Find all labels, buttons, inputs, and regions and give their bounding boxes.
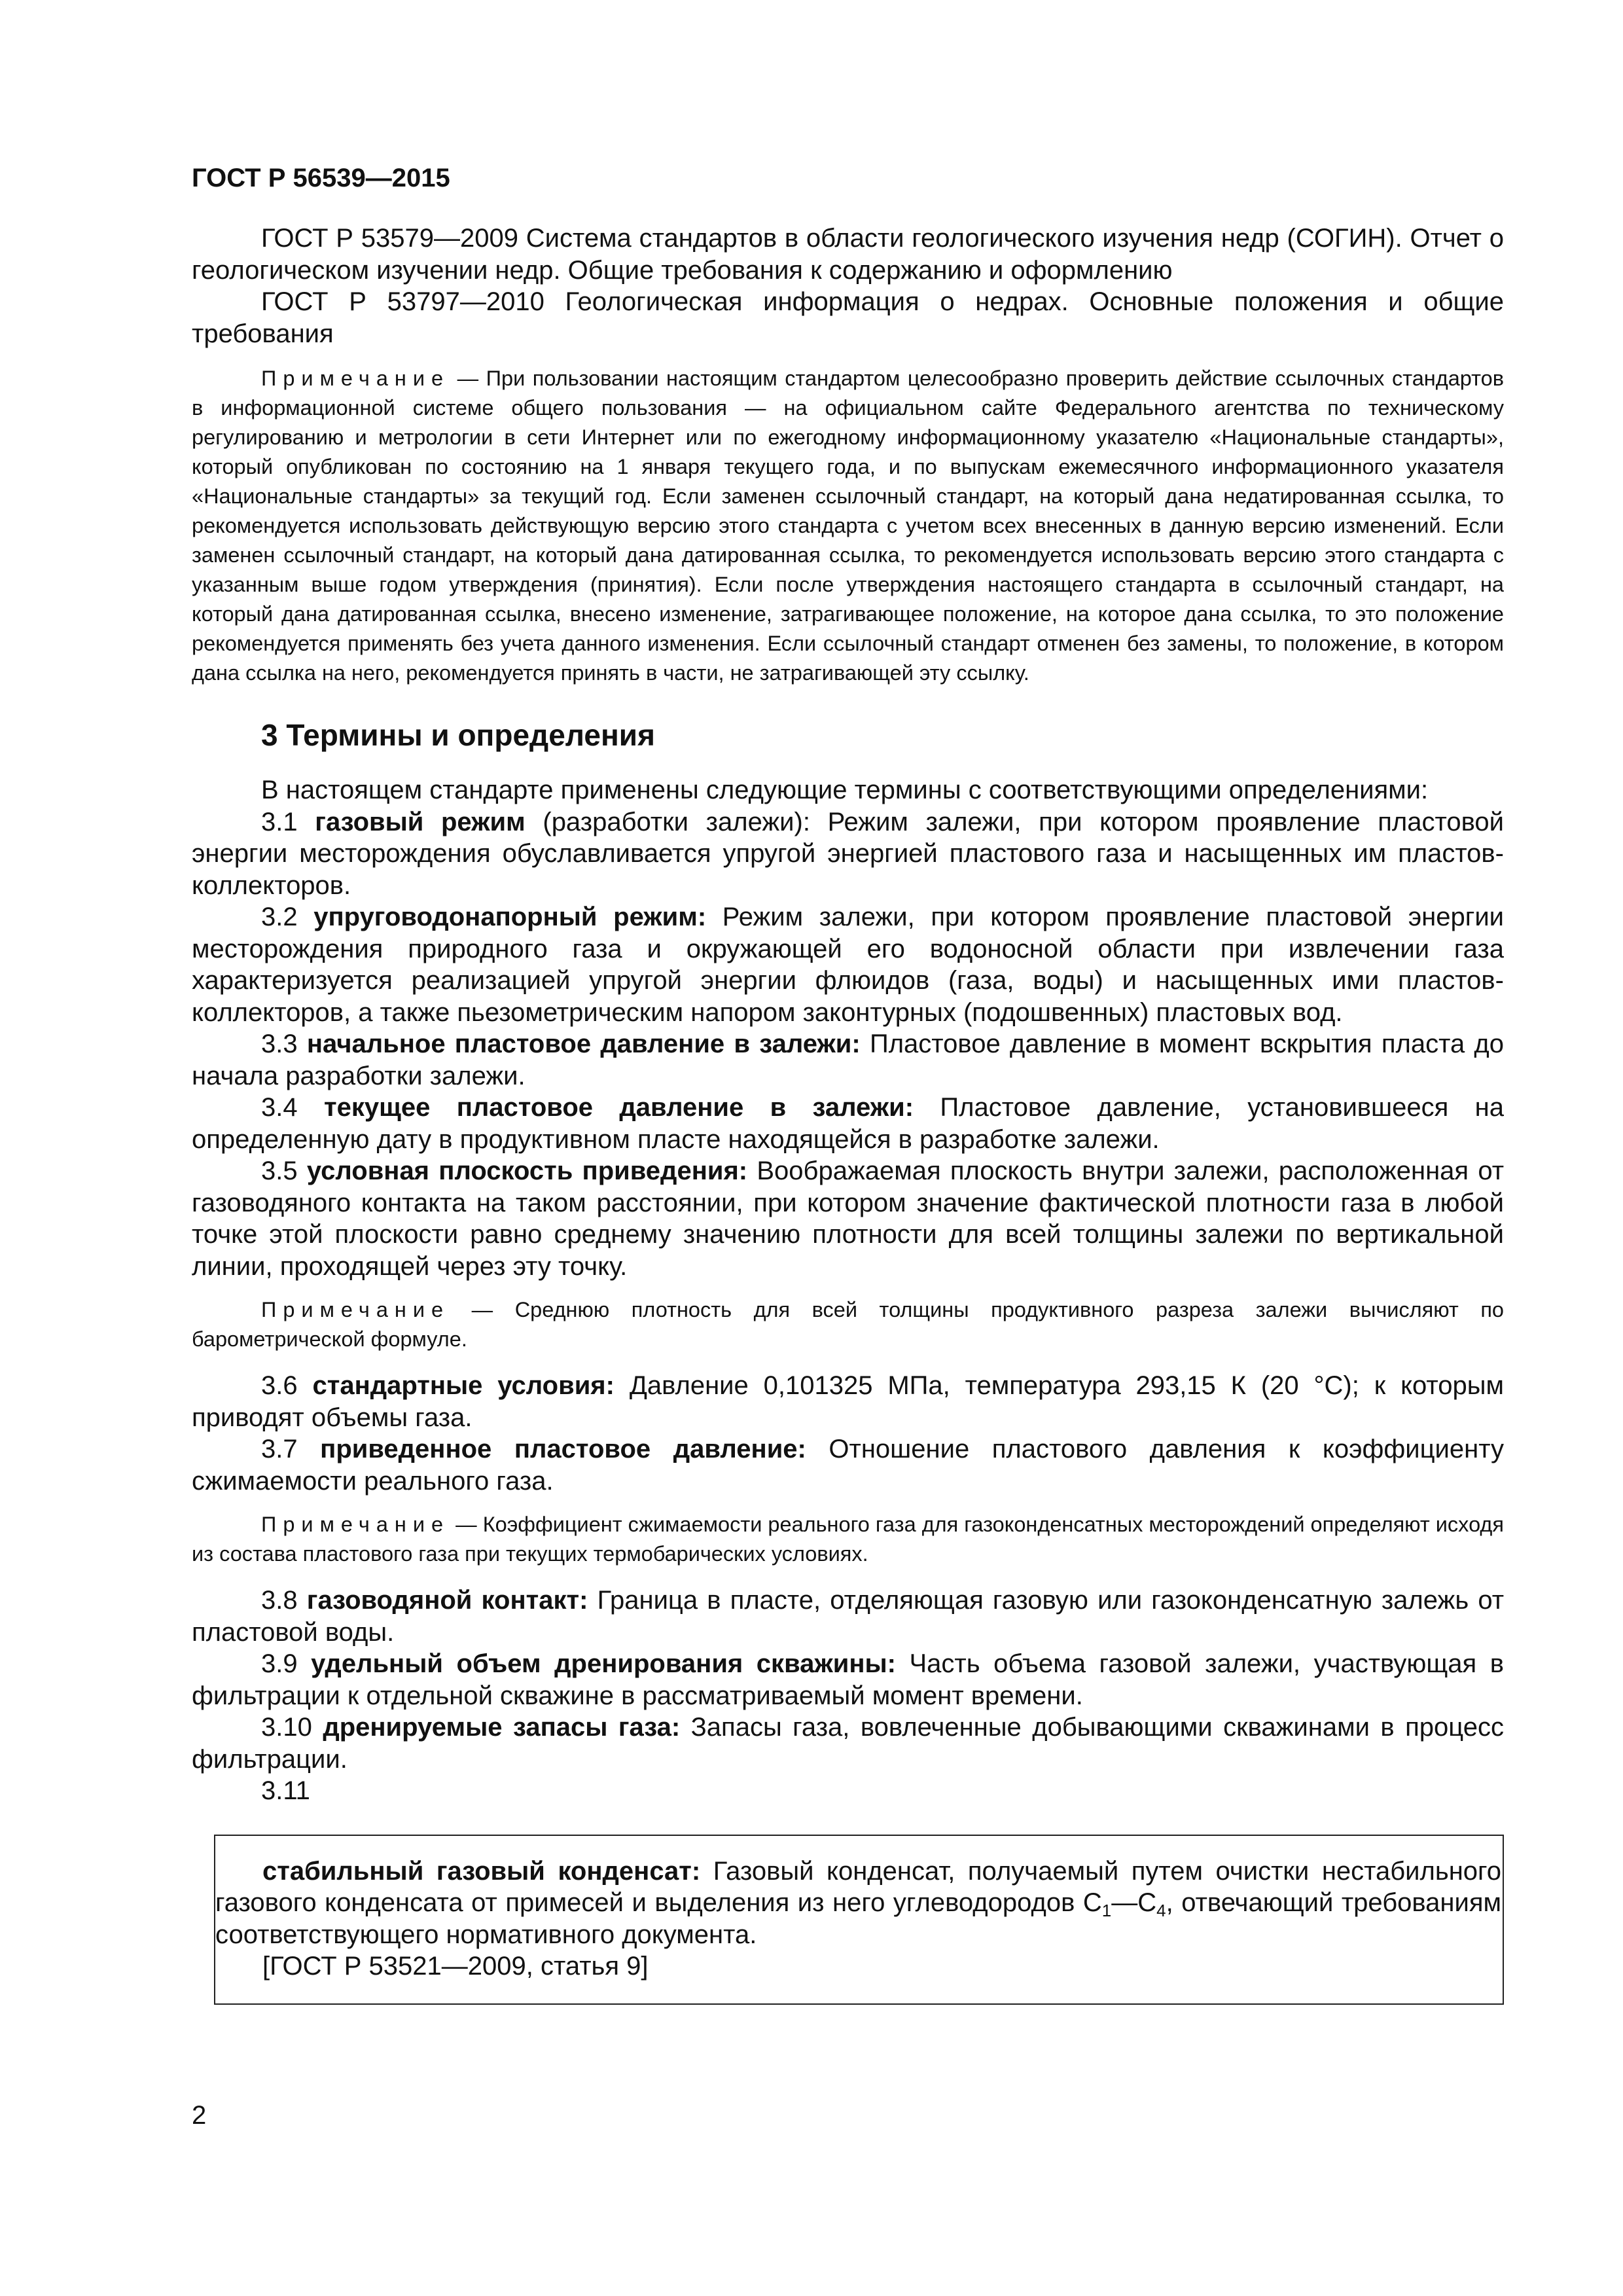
document-code-header: ГОСТ Р 56539—2015	[192, 164, 450, 192]
term-definition-part2: , отвечающий требованиям соответствующего нормативного документа.	[215, 1888, 1502, 1949]
page-number: 2	[192, 2101, 207, 2130]
term-name: стандартные условия:	[312, 1371, 615, 1400]
note-text: При пользовании настоящим стандартом целесообразно проверить действие ссылочных стандартов в информационной системе общего пользования — на официальном сайте Федерального агентства по техническому регулированию и метрологии в сети Интернет или по ежегодному информационному указателю «Национальные стандарты», который опубликован по состоянию на 1 января текущего года, и по выпускам ежемесячного информационного указателя «Национальные стандарты» за текущий год. Если заменен ссылочный стандарт, на который дана недатированная ссылка, то рекомендуется использовать действующую версию этого стандарта с учетом всех внесенных в данную версию изменений. Если заменен ссылочный стандарт, на который дана датированная ссылка, то рекомендуется использовать версию этого стандарта с указанным выше годом утверждения (принятия). Если после утверждения настоящего стандарта в ссылочный стандарт, на который дана датированная ссылка, внесено изменение, затрагивающее положение, на которое дана ссылка, то это положение рекомендуется применять без учета данного изменения. Если ссылочный стандарт отменен без замены, то положение, в котором дана ссылка на него, рекомендуется принять в части, не затрагивающей эту ссылку.	[192, 367, 1505, 685]
term-number: 3.5	[261, 1157, 307, 1185]
term-definition: Отношение пластового давления к коэффициенту сжимаемости реального газа.	[192, 1435, 1505, 1496]
term-name: упруговодонапорный режим:	[313, 903, 707, 931]
note-dash: —	[450, 1298, 515, 1321]
term-number: 3.6	[261, 1371, 313, 1400]
term-definition: Пластовое давление в момент вскрытия пласта до начала разработки залежи.	[192, 1030, 1505, 1090]
term-number: 3.4	[261, 1093, 324, 1122]
term-number: 3.7	[261, 1435, 321, 1463]
note-text: Коэффициент сжимаемости реального газа для газоконденсатных месторождений определяют исходя из состава пластового газа при текущих термобарических условиях.	[192, 1513, 1504, 1566]
note-text: Среднюю плотность для всей толщины продуктивного разреза залежи вычисляют по барометрической формуле.	[192, 1298, 1504, 1351]
term-number: 3.10	[261, 1713, 323, 1742]
term-name: удельный объем дренирования скважины:	[311, 1649, 896, 1678]
term-definition: Запасы газа, вовлеченные добывающими скважинами в процесс фильтрации.	[192, 1713, 1504, 1774]
term-name: начальное пластовое давление в залежи:	[306, 1030, 861, 1058]
term-name: газоводяной контакт:	[306, 1586, 588, 1615]
term-name: текущее пластовое давление в залежи:	[323, 1093, 914, 1122]
term-definition: Пластовое давление, установившееся на определенную дату в продуктивном пласте находящейся в разработке залежи.	[192, 1093, 1505, 1154]
subscript-1: 1	[1101, 1901, 1112, 1920]
term-3-8	[192, 1585, 1504, 1648]
subscript-4: 4	[1156, 1901, 1166, 1920]
term-number: 3.3	[261, 1030, 307, 1058]
term-3-9	[192, 1648, 1504, 1712]
note-label: Примечание	[261, 1513, 450, 1536]
term-3-11-number: 3.11	[261, 1776, 310, 1805]
term-definition: (разработки залежи): Режим залежи, при котором проявление пластовой энергии месторождения обуславливается упругой энергией пластового газа и насыщенных им пластов-коллекторов.	[192, 807, 1505, 900]
note-references	[192, 364, 1504, 688]
term-number: 3.2	[261, 903, 314, 931]
note-dash: —	[450, 1513, 483, 1536]
note-compressibility	[192, 1510, 1504, 1569]
term-definition: Часть объема газовой залежи, участвующая в фильтрации к отдельной скважине в рассматриваемый момент времени.	[192, 1649, 1505, 1710]
note-label: Примечание	[261, 1298, 450, 1321]
term-definition-dash: —С	[1111, 1888, 1157, 1917]
term-name: условная плоскость приведения:	[306, 1157, 748, 1185]
section-intro: В настоящем стандарте применены следующие термины с соответствующими определениями:	[261, 776, 1429, 804]
term-3-3	[192, 1028, 1504, 1092]
boxed-term-paragraph	[215, 1856, 1501, 1951]
section-heading: 3 Термины и определения	[261, 718, 655, 752]
term-definition-part1: Газовый конденсат, получаемый путем очистки нестабильного газового конденсата от примесей и выделения из него углеводородов С	[215, 1856, 1501, 1917]
term-3-5	[192, 1155, 1504, 1282]
note-dash: —	[450, 367, 486, 390]
note-label: Примечание	[261, 367, 450, 390]
term-name: дренируемые запасы газа:	[323, 1713, 681, 1742]
term-number: 3.9	[261, 1649, 312, 1678]
term-name: газовый режим	[315, 807, 526, 836]
term-source-reference: [ГОСТ Р 53521—2009, статья 9]	[262, 1952, 649, 1981]
term-definition: Режим залежи, при котором проявление пластовой энергии месторождения природного газа и окружающей его водоносной области при извлечении газа характеризуется реализацией упругой энергии флюидов (газа, воды) и насыщенных ими пластов-коллекторов, а также пьезометрическим напором законтурных (подошвенных) пластовых вод.	[192, 903, 1505, 1027]
term-number: 3.8	[261, 1586, 307, 1615]
term-definition: Граница в пласте, отделяющая газовую или газоконденсатную залежь от пластовой воды.	[192, 1586, 1505, 1647]
term-name: приведенное пластовое давление:	[320, 1435, 806, 1463]
term-3-1	[192, 806, 1504, 902]
term-3-10	[192, 1712, 1504, 1775]
term-3-4	[192, 1092, 1504, 1155]
term-name: стабильный газовый конденсат:	[262, 1856, 701, 1886]
term-3-6	[192, 1370, 1504, 1433]
term-definition: Давление 0,101325 МПа, температура 293,15 К (20 °С); к которым приводят объемы газа.	[192, 1371, 1505, 1432]
term-3-2	[192, 901, 1504, 1028]
term-number: 3.1	[261, 807, 315, 836]
note-density	[192, 1295, 1504, 1354]
term-definition: Воображаемая плоскость внутри залежи, расположенная от газоводяного контакта на таком расстоянии, при котором значение фактической плотности газа в любой точке этой плоскости равно среднему значению плотности для всей толщины залежи по вертикальной линии, проходящей через эту точку.	[192, 1157, 1505, 1281]
term-3-7	[192, 1433, 1504, 1497]
reference-gost-53579: ГОСТ Р 53579—2009 Система стандартов в области геологического изучения недр (СОГИН). Отчет о геологическом изучении недр. Общие требования к содержанию и оформлению	[192, 224, 1504, 285]
page-content	[192, 223, 1504, 2005]
reference-gost-53797: ГОСТ Р 53797—2010 Геологическая информация о недрах. Основные положения и общие требования	[192, 287, 1504, 348]
boxed-term-definition	[214, 1835, 1504, 2005]
